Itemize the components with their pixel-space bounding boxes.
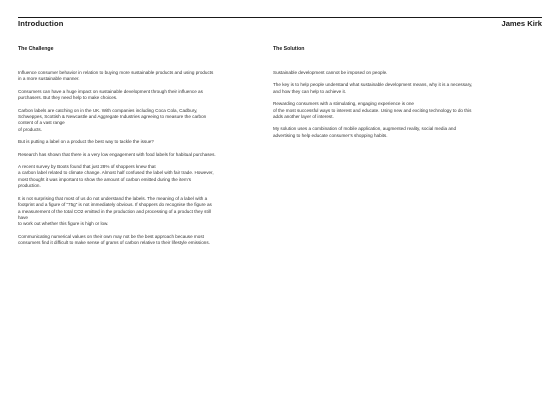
challenge-paragraph: Carbon labels are catching on in the UK. With companies including Coca Cola, Cadbury, Schweppes, Scottish & Newcastle and Aggregate Industries agreeing to measure the carbon content of a vast range of products.	[18, 107, 207, 132]
solution-paragraph: Rewarding consumers with a stimulating, engaging experience is one of the most successful ways to interest and educate. Using new and exciting technology to do this adds another layer of interest.	[273, 101, 472, 120]
page-title: Introduction	[18, 19, 64, 28]
solution-section	[273, 46, 505, 145]
challenge-paragraph: But is putting a label on a product the best way to tackle the issue?	[18, 139, 154, 145]
challenge-section	[18, 46, 246, 253]
author-name: James Kirk	[501, 19, 542, 28]
solution-heading: The Solution	[273, 46, 305, 52]
challenge-paragraph: Research has shown that there is a very low engagement with food labels for habitual purchases.	[18, 151, 216, 157]
challenge-heading: The Challenge	[18, 46, 54, 52]
solution-paragraph: The key is to help people understand what sustainable development means, why it is a necessary, and how they can help to achieve it.	[273, 82, 473, 94]
challenge-paragraph: It is not surprising that most of us do not understand the labels. The meaning of a label with a footprint and a figure of “75g” is not immediately obvious. If shoppers do recognise the figure as a measurement of the total CO2 emitted in the production and processing of a product they still have to work out whether this figure is high or low.	[18, 195, 212, 227]
challenge-paragraph: Influence consumer behavior in relation to buying more sustainable products and using products in a more sustainable manner.	[18, 70, 214, 82]
page-header	[18, 17, 542, 35]
solution-paragraph: Sustainable development cannot be imposed on people.	[273, 70, 388, 75]
solution-paragraph: My solution uses a combination of mobile application, augmented reality, social media and advertising to help educate consumer’s shopping habits.	[273, 126, 457, 138]
challenge-paragraph: A recent survey by Boots found that just 28% of shoppers knew that a carbon label related to climate change. Almost half confused the label with fair trade. However, most thought it was important to show the amount of carbon emitted during the item’s production.	[18, 164, 214, 189]
challenge-paragraph: Communicating numerical values on their own may not be the best approach because most consumers find it difficult to make sense of grams of carbon relative to their lifestyle emissions.	[18, 233, 210, 246]
challenge-paragraph: Consumers can have a huge impact on sustainable development through their influence as purchasers. But they need help to make choices.	[18, 88, 203, 101]
